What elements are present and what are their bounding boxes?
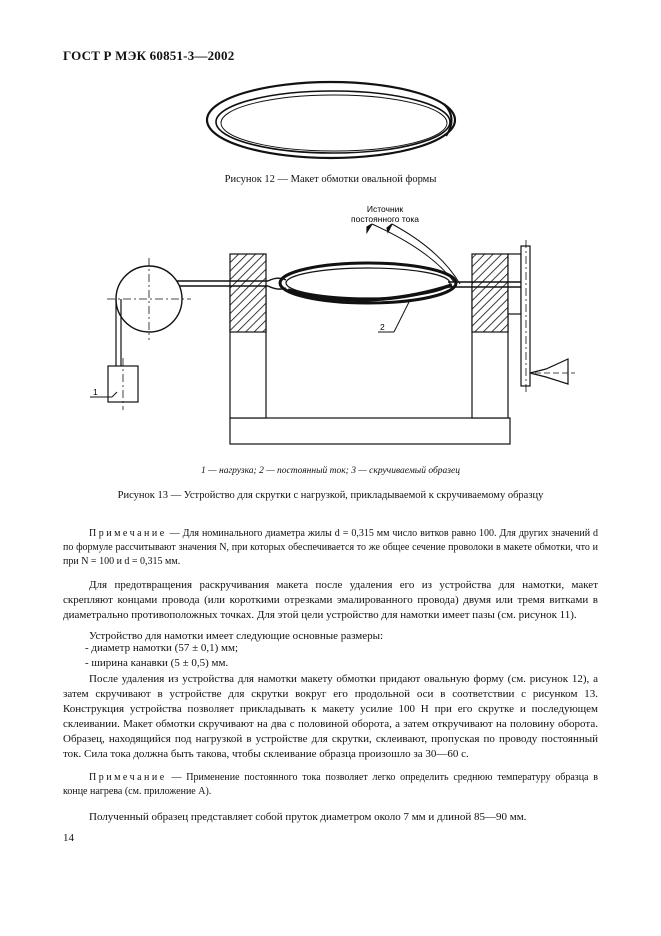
paragraph-3-text: После удаления из устройства для намотки макету обмотки придают овальную форму (см. рисунок 12), а затем скручивают в устройстве для скрутки вокруг его продольной оси в соответствии с рисунком 13. Конструкция устройства позволяет прикладывать к макету усилие 100 Н при его скрутке и последующем склеивании. Макет обмотки скручивают на два с половиной оборота, а затем откручивают на половину оборота. Образец, находящийся под нагрузкой в устройстве для скрутки, склеивают, пропуская по проводу постоянный ток. Сила тока должна быть такова, чтобы склеивание образца произошло за 30—60 с. [63,673,598,760]
paragraph-4-text: Полученный образец представляет собой пруток диаметром около 7 мм и длиной 85—90 мм. [89,811,527,823]
label-2: 2 [380,322,385,332]
dc-source-label-line2: постоянного тока [351,214,419,224]
twist-handle [530,359,568,384]
paragraph-1-text: Для предотвращения раскручивания макета после удаления его из устройства для намотки, макет скрепляют концами провода (или короткими отрезками эмалированного провода) двумя или тремя витками в диаметрально противоположных точках. Для этой цели устройство для намотки имеет пазы (см. рисунок 11). [63,579,598,621]
note-1 [63,527,598,569]
list-item: - ширина канавки (5 ± 0,5) мм. [85,657,229,669]
note-1-prefix: Примечание [89,528,167,539]
right-clamp [472,254,508,332]
left-clamp [230,254,266,332]
note-2 [63,771,598,799]
twist-disk [521,246,530,386]
note-1-text: — Для номинального диаметра жилы d = 0,315 мм число витков равно 100. Для других значений d по формуле рассчитывают значения N, при которых обеспечивается то же общее сечение проволоки в макете обмотки, что и при N = 100 и d = 0,315 мм. [63,528,598,567]
figure-13-twisting-device [90,224,575,444]
note-2-prefix: Примечание [89,772,167,783]
label-1: 1 [93,387,98,397]
paragraph-3 [63,672,598,762]
paragraph-2-text: Устройство для намотки имеет следующие основные размеры: [89,630,384,642]
figure-13-caption: Рисунок 13 — Устройство для скрутки с нагрузкой, прикладываемой к скручиваемому образцу [117,490,544,501]
figure-12-oval-coil [207,82,455,158]
device-base [230,418,510,444]
list-item: - диаметр намотки (57 ± 0,1) мм; [85,642,239,654]
figure-13-legend: 1 — нагрузка; 2 — постоянный ток; 3 — скручиваемый образец [201,466,460,476]
paragraph-1 [63,578,598,623]
paragraph-4 [63,810,598,825]
document-header: ГОСТ Р МЭК 60851-3—2002 [63,48,235,63]
figure-12-caption: Рисунок 12 — Макет обмотки овальной формы [224,174,437,185]
page-number: 14 [63,832,74,844]
note-2-text: — Применение постоянного тока позволяет легко определить среднюю температуру образца в конце нагрева (см. приложение А). [63,772,598,797]
dc-source-label-line1: Источник [366,204,404,214]
